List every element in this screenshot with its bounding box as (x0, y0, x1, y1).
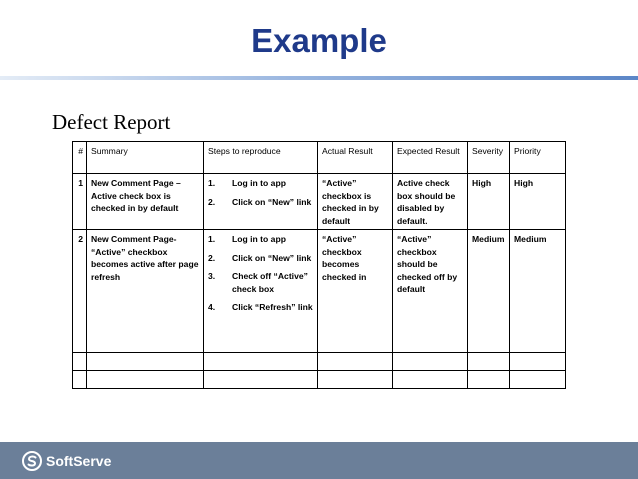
row-expected-result: Active check box should be disabled by default. (393, 174, 468, 230)
step-item (208, 252, 314, 265)
empty-cell (510, 353, 566, 371)
empty-table-row (73, 371, 566, 389)
slide-subtitle: Defect Report (52, 110, 171, 134)
table-row (73, 230, 566, 353)
softserve-logo-icon (22, 451, 42, 471)
row-number: 2 (73, 230, 87, 353)
empty-cell (87, 353, 204, 371)
row-number: 1 (73, 174, 87, 230)
header-steps: Steps to reproduce (204, 142, 318, 174)
logo-text: SoftServe (46, 453, 112, 469)
row-expected-result: “Active” checkbox should be checked off by default (393, 230, 468, 353)
step-item (208, 196, 314, 209)
step-text: Check off “Active” check box (232, 271, 308, 294)
row-severity: High (468, 174, 510, 230)
step-number: 1. (208, 234, 216, 244)
step-number: 2. (208, 196, 216, 207)
empty-cell (204, 353, 318, 371)
table-header-row (73, 142, 566, 174)
row-steps (204, 230, 318, 353)
header-expected-result: Expected Result (393, 142, 468, 174)
step-text: Log in to app (232, 178, 286, 188)
row-summary: New Comment Page- “Active” checkbox becomes active after page refresh (87, 230, 204, 353)
step-text: Log in to app (232, 234, 286, 244)
empty-cell (318, 353, 393, 371)
empty-cell (393, 353, 468, 371)
step-number: 4. (208, 302, 216, 312)
step-item (208, 270, 314, 295)
empty-cell (204, 371, 318, 389)
empty-cell (73, 371, 87, 389)
empty-cell (73, 353, 87, 371)
step-number: 3. (208, 271, 216, 281)
step-item (208, 301, 314, 314)
step-text: Click on “New” link (232, 196, 312, 207)
header-severity: Severity (468, 142, 510, 174)
row-summary: New Comment Page – Active check box is checked in by default (87, 174, 204, 230)
row-actual-result: “Active” checkbox becomes checked in (318, 230, 393, 353)
empty-cell (318, 371, 393, 389)
step-item (208, 177, 314, 190)
step-item (208, 233, 314, 246)
header-priority: Priority (510, 142, 566, 174)
header-summary: Summary (87, 142, 204, 174)
empty-cell (510, 371, 566, 389)
table-row (73, 174, 566, 230)
empty-cell (468, 353, 510, 371)
row-priority: High (510, 174, 566, 230)
header-number: # (73, 142, 87, 174)
step-text: Click “Refresh” link (232, 302, 313, 312)
step-number: 1. (208, 178, 216, 188)
empty-cell (393, 371, 468, 389)
empty-cell (87, 371, 204, 389)
empty-table-row (73, 353, 566, 371)
defect-report-table (72, 141, 566, 389)
softserve-logo (22, 451, 111, 471)
step-text: Click on “New” link (232, 252, 312, 263)
header-actual-result: Actual Result (318, 142, 393, 174)
row-actual-result: “Active” checkbox is checked in by default (318, 174, 393, 230)
row-priority: Medium (510, 230, 566, 353)
slide-title: Example (251, 22, 387, 59)
row-severity: Medium (468, 230, 510, 353)
empty-cell (468, 371, 510, 389)
title-divider (0, 76, 638, 80)
step-number: 2. (208, 252, 216, 263)
row-steps (204, 174, 318, 230)
